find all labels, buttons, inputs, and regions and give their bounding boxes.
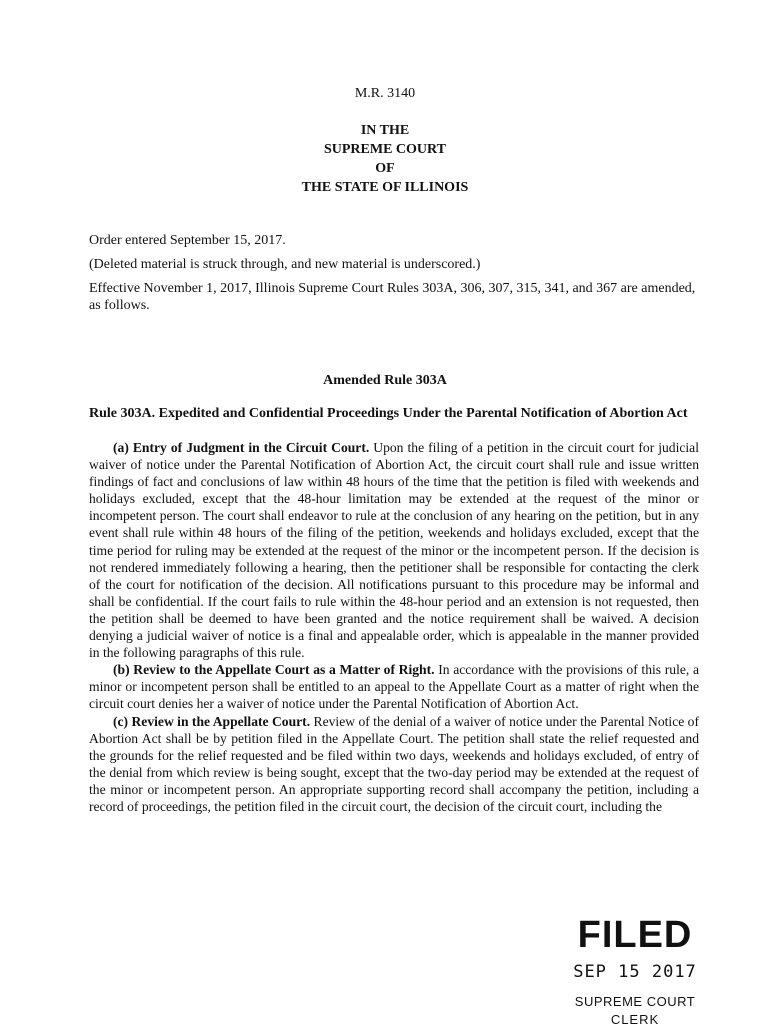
effective-statement: Effective November 1, 2017, Illinois Supreme Court Rules 303A, 306, 307, 315, 341, and 367 are amended, as follows.	[89, 281, 696, 313]
paragraph-b-text: In accordance with the provisions of this rule, a minor or incompetent person shall be entitled to an appeal to the Appellate Court as a matter of right when the circuit court denies her a waiver of notice under the Parental Notification of Abortion Act.	[89, 662, 699, 712]
paragraph-c-text: Review of the denial of a waiver of notice under the Parental Notice of Abortion Act shall be by petition filed in the Appellate Court. The petition shall state the relief requested and the grounds for the relief requested and be filed within two days, weekends and holidays excluded, of entry of the denial from which review is being sought, except that the two-day period may be extended at the request of the minor or incompetent person. An appropriate supporting record shall accompany the petition, including a record of proceedings, the petition filed in the circuit court, the decision of the circuit court, including the	[89, 713, 699, 814]
paragraph-a-text: Upon the filing of a petition in the circuit court for judicial waiver of notice under the Parental Notification of Abortion Act, the circuit court shall rule and issue written findings of fact and conclusions of law within 48 hours of the time that the petition is filed with weekends and holidays excluded, except that the 48-hour limitation may be extended at the request of the minor or incompetent person. The court shall endeavor to rule at the conclusion of any hearing on the petition, but in any event shall rule within 48 hours of the filing of the petition, weekends and holidays excluded, except that the time period for ruling may be extended at the request of the minor or the incompetent person. If the decision is not rendered immediately following a hearing, then the petitioner shall be responsible for contacting the clerk of the court for notification of the decision. All notifications pursuant to this procedure may be informal and shall be confidential. If the court fails to rule within the 48-hour period and an extension is not requested, then the petition shall be deemed to have been granted and the notice requirement shall be waived. A decision denying a judicial waiver of notice is a final and appealable order, which is appealable in the manner provided in the following paragraphs of this rule.	[89, 440, 699, 661]
filed-date-stamp: SEP 15 2017	[573, 962, 697, 982]
court-heading-line: OF	[375, 161, 395, 176]
paragraph-a-heading: (a) Entry of Judgment in the Circuit Court.	[113, 440, 370, 455]
stamp-clerk-label: CLERK	[610, 1012, 660, 1024]
stamp-court-label: SUPREME COURT	[574, 994, 696, 1009]
court-heading-line: IN THE	[360, 123, 410, 138]
paragraph-b	[89, 661, 699, 712]
court-heading-line: SUPREME COURT	[323, 142, 446, 157]
rule-heading: Rule 303A. Expedited and Confidential Proceedings Under the Parental Notification of Abortion Act	[89, 406, 688, 421]
amended-rule-title: Amended Rule 303A	[323, 373, 447, 388]
docket-number: M.R. 3140	[354, 86, 416, 101]
court-heading	[0, 121, 770, 197]
paragraph-c	[89, 713, 699, 816]
order-entered: Order entered September 15, 2017.	[89, 233, 286, 248]
paragraph-a	[89, 439, 699, 661]
paragraph-b-heading: (b) Review to the Appellate Court as a Matter of Right.	[113, 662, 435, 678]
filed-stamp: FILED	[577, 914, 693, 956]
court-heading-line: THE STATE OF ILLINOIS	[301, 180, 469, 195]
paragraph-c-heading: (c) Review in the Appellate Court.	[113, 713, 311, 729]
rule-body	[89, 439, 699, 815]
deleted-material-note: (Deleted material is struck through, and new material is underscored.)	[89, 257, 481, 272]
